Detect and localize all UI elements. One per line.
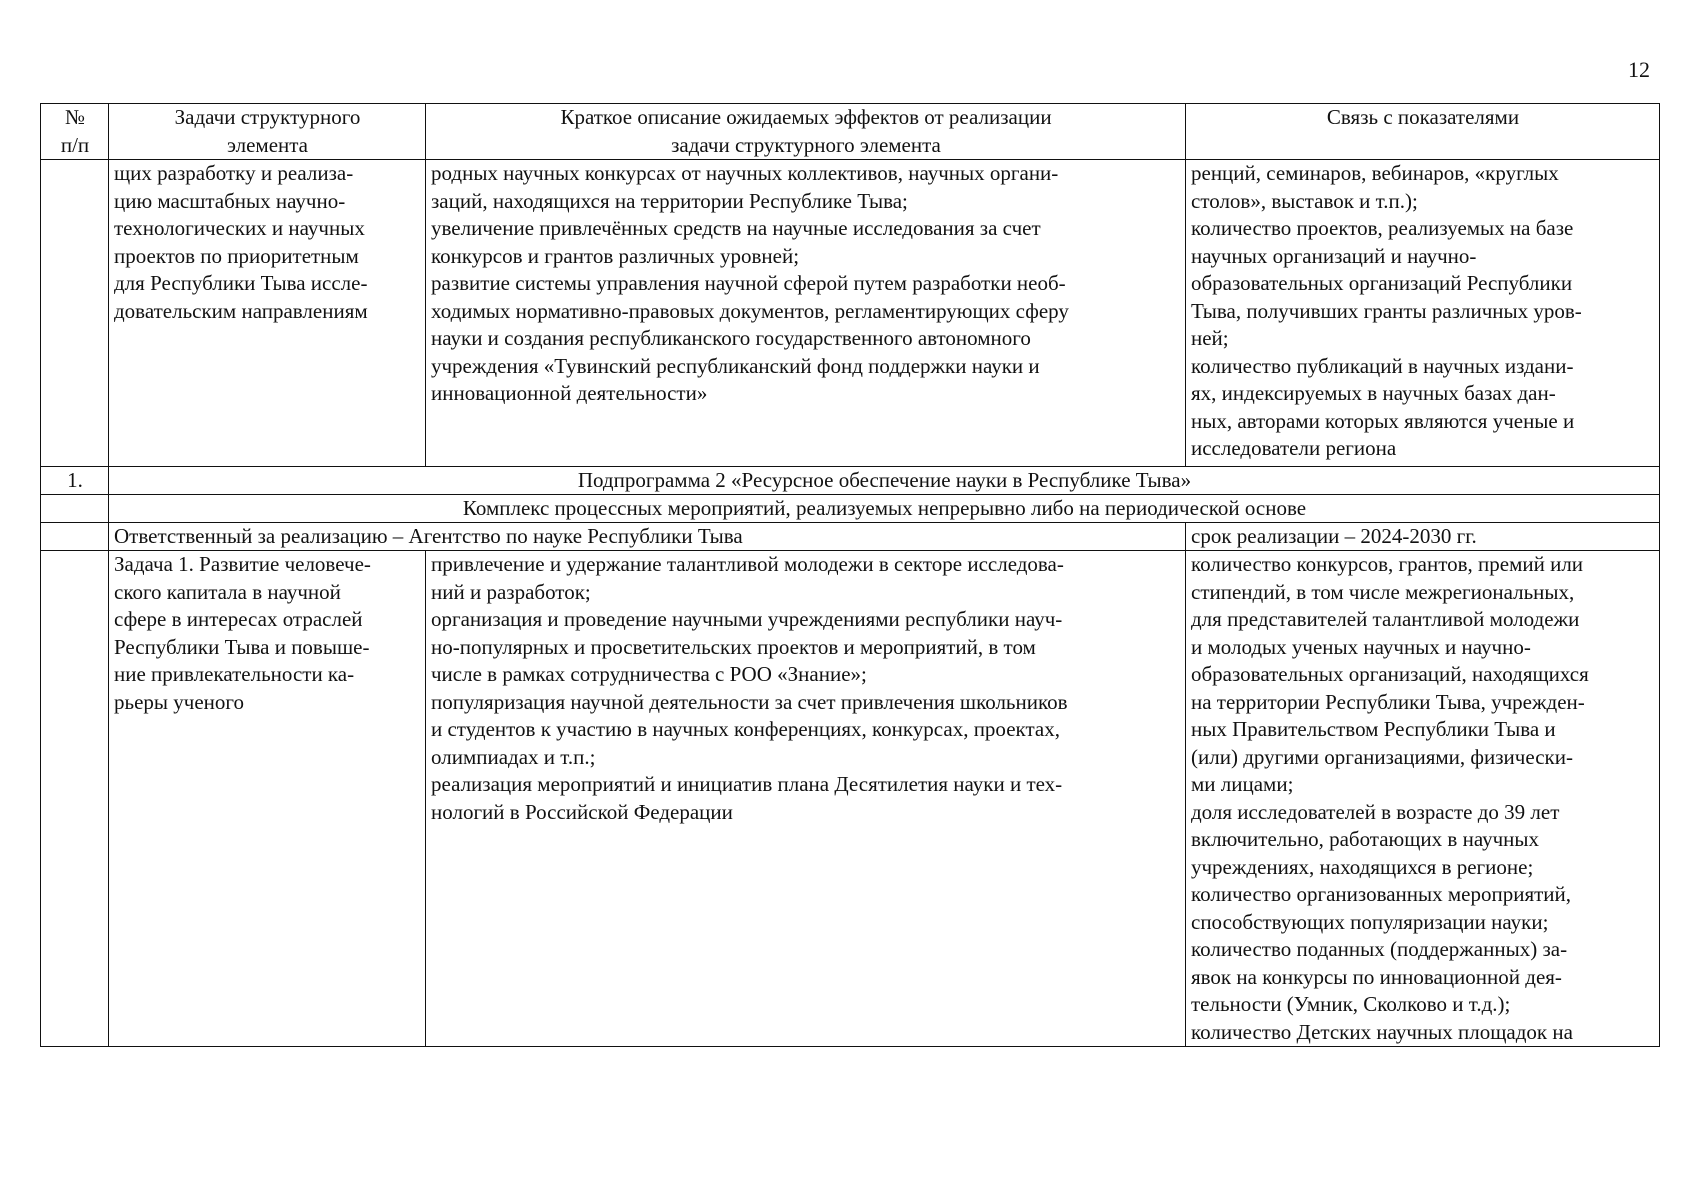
subprogram-title: Подпрограмма 2 «Ресурсное обеспечение науки в Республике Тыва» (109, 467, 1660, 495)
row2-tasks-line: ского капитала в научной (114, 579, 341, 604)
row1-effects-line: науки и создания республиканского государственного автономного (431, 326, 1031, 350)
header-tasks-cell (109, 104, 426, 160)
subprogram-num-cell: 1. (41, 467, 109, 495)
row2-effects-line: ний и разработок; (431, 579, 591, 604)
row2-indicators-line: учреждениях, находящихся в регионе; (1191, 854, 1534, 879)
header-effects-line: Краткое описание ожидаемых эффектов от реализации (560, 105, 1052, 129)
row2-effects-line: организация и проведение научными учреждениями республики науч- (431, 607, 1063, 631)
row1-indicators-line: образовательных организаций Республики (1191, 271, 1573, 295)
row2-num-cell (41, 551, 109, 1047)
row1-indicators-line: научных организаций и научно- (1191, 243, 1477, 268)
row1-tasks-line: цию масштабных научно- (114, 188, 346, 213)
header-num-cell (41, 104, 109, 160)
row2-effects-line: популяризация научной деятельности за счет привлечения школьников (431, 689, 1068, 714)
row2-effects-line: числе в рамках сотрудничества с РОО «Знание»; (431, 662, 867, 686)
row1-effects-line: развитие системы управления научной сферой путем разработки необ- (431, 271, 1066, 295)
row1-tasks-line: довательским направлениям (114, 298, 368, 323)
row2-effects-line: реализация мероприятий и инициатив плана Десятилетия науки и тех- (431, 772, 1063, 796)
subprogram-row (41, 467, 1660, 495)
row2-indicators-line: способствующих популяризации науки; (1191, 909, 1549, 934)
row1-indicators-line: столов», выставок и т.п.); (1191, 188, 1418, 213)
row2-tasks-line: рьеры ученого (114, 689, 244, 714)
header-indicators-cell (1186, 104, 1660, 160)
table-header-row (41, 104, 1660, 160)
row1-effects-line: инновационной деятельности» (431, 381, 708, 405)
row2-tasks-line: Задача 1. Развитие человече- (114, 552, 371, 576)
responsible-term: срок реализации – 2024-2030 гг. (1186, 523, 1660, 551)
row1-indicators-line: ней; (1191, 326, 1229, 350)
header-effects-line: задачи структурного элемента (671, 132, 941, 157)
page-number: 12 (1628, 57, 1650, 82)
row2-tasks-cell (109, 551, 426, 1047)
row1-tasks-line: технологических и научных (114, 216, 365, 240)
row1-indicators-line: Тыва, получивших гранты различных уров- (1191, 298, 1582, 323)
row2-indicators-line: количество конкурсов, грантов, премий или (1191, 552, 1584, 576)
complex-row (41, 495, 1660, 523)
row1-indicators-line: количество проектов, реализуемых на базе (1191, 216, 1574, 240)
row1-indicators-line: ренций, семинаров, вебинаров, «круглых (1191, 161, 1559, 185)
row1-indicators-cell (1186, 160, 1660, 467)
header-indicators-line: Связь с показателями (1326, 105, 1520, 129)
row1-tasks-line: для Республики Тыва иссле- (114, 271, 368, 295)
row2-indicators-line: явок на конкурсы по инновационной дея- (1191, 964, 1562, 989)
row1-indicators-line: ях, индексируемых в научных базах дан- (1191, 381, 1556, 405)
header-tasks-line: Задачи структурного (174, 105, 361, 129)
row1-indicators-line: исследователи региона (1191, 436, 1397, 460)
row2-tasks-line: сфере в интересах отраслей (114, 607, 363, 631)
row1-effects-line: конкурсов и грантов различных уровней; (431, 243, 800, 268)
row2-indicators-line: ных Правительством Республики Тыва и (1191, 717, 1556, 741)
complex-title: Комплекс процессных мероприятий, реализуемых непрерывно либо на периодической основе (109, 495, 1660, 523)
row2-effects-line: нологий в Российской Федерации (431, 799, 733, 824)
header-tasks-line: элемента (226, 132, 309, 157)
row2-effects-line: привлечение и удержание талантливой молодежи в секторе исследова- (431, 552, 1064, 576)
row2-indicators-line: количество Детских научных площадок на (1191, 1019, 1573, 1044)
row1-effects-line: ходимых нормативно-правовых документов, регламентирующих сферу (431, 298, 1069, 323)
row1-effects-line: родных научных конкурсах от научных коллективов, научных органи- (431, 161, 1059, 185)
header-effects-cell (426, 104, 1186, 160)
row2-indicators-line: и молодых ученых научных и научно- (1191, 634, 1531, 659)
row1-indicators-line: количество публикаций в научных издани- (1191, 353, 1574, 378)
row2-indicators-line: количество поданных (поддержанных) за- (1191, 937, 1568, 961)
row1-effects-line: увеличение привлечённых средств на научные исследования за счет (431, 216, 1041, 240)
row2-indicators-line: образовательных организаций, находящихся (1191, 662, 1589, 686)
responsible-row (41, 523, 1660, 551)
row2-tasks-line: Республики Тыва и повыше- (114, 634, 370, 659)
row2-indicators-line: для представителей талантливой молодежи (1191, 607, 1580, 631)
header-num-line: п/п (60, 132, 90, 157)
row2-indicators-line: на территории Республики Тыва, учрежден- (1191, 689, 1585, 714)
row2-effects-line: олимпиадах и т.п.; (431, 744, 596, 769)
row2-indicators-line: (или) другими организациями, физически- (1191, 744, 1573, 769)
row2-effects-line: и студентов к участию в научных конференциях, конкурсах, проектах, (431, 717, 1060, 741)
row2-effects-line: но-популярных и просветительских проектов и мероприятий, в том (431, 634, 1036, 659)
row1-effects-line: заций, находящихся на территории Республике Тыва; (431, 188, 908, 213)
row1-indicators-line: ных, авторами которых являются ученые и (1191, 408, 1575, 433)
row2-indicators-line: включительно, работающих в научных (1191, 827, 1539, 851)
row2-tasks-line: ние привлекательности ка- (114, 662, 355, 686)
row1-tasks-cell (109, 160, 426, 467)
complex-num-cell (41, 495, 109, 523)
row1-effects-cell (426, 160, 1186, 467)
row1-tasks-line: проектов по приоритетным (114, 243, 359, 268)
responsible-label: Ответственный за реализацию – Агентство по науке Республики Тыва (109, 523, 1186, 551)
table-row (41, 160, 1660, 467)
row1-num-cell (41, 160, 109, 467)
responsible-num-cell (41, 523, 109, 551)
row1-tasks-line: щих разработку и реализа- (114, 161, 354, 185)
row2-indicators-line: доля исследователей в возрасте до 39 лет (1191, 799, 1560, 824)
row2-indicators-line: тельности (Умник, Сколково и т.д.); (1191, 992, 1511, 1016)
table-row (41, 551, 1660, 1047)
row2-indicators-line: ми лицами; (1191, 772, 1294, 796)
row2-indicators-cell (1186, 551, 1660, 1047)
row2-effects-cell (426, 551, 1186, 1047)
row2-indicators-line: стипендий, в том числе межрегиональных, (1191, 579, 1575, 604)
row2-indicators-line: количество организованных мероприятий, (1191, 882, 1572, 906)
header-num-line: № (64, 105, 86, 129)
row1-effects-line: учреждения «Тувинский республиканский фонд поддержки науки и (431, 353, 1040, 378)
structural-elements-table (40, 103, 1660, 1047)
